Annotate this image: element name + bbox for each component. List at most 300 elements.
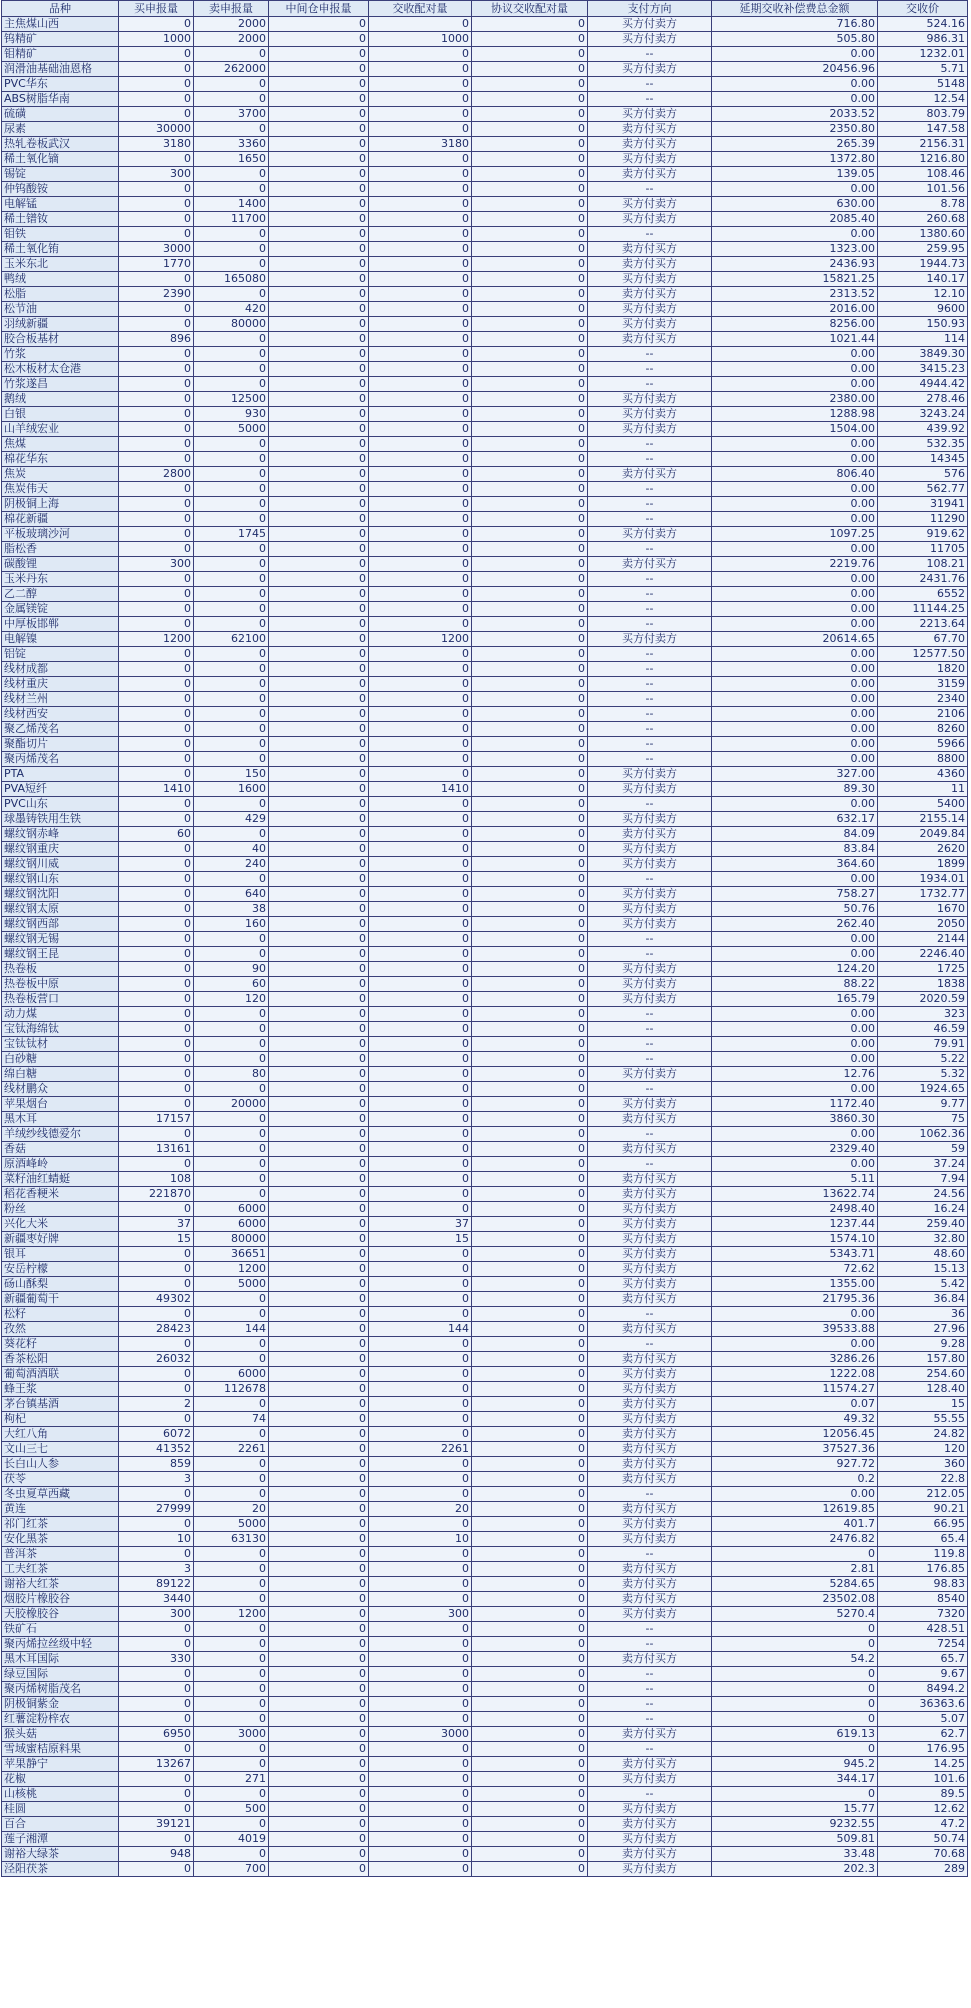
table-row — [2, 1787, 968, 1802]
cell-pay-direction: 卖方付买方 — [588, 332, 712, 347]
cell-price: 254.60 — [878, 1367, 968, 1382]
cell-middle-qty: 0 — [269, 902, 369, 917]
col-header-buy-qty: 买申报量 — [119, 1, 194, 17]
table-row — [2, 362, 968, 377]
cell-match-qty: 0 — [369, 1427, 472, 1442]
cell-compensation: 2.81 — [712, 1562, 878, 1577]
cell-middle-qty: 0 — [269, 227, 369, 242]
cell-sell-qty: 0 — [194, 1172, 269, 1187]
cell-match-qty: 0 — [369, 1757, 472, 1772]
cell-compensation: 0.00 — [712, 617, 878, 632]
table-row — [2, 1412, 968, 1427]
cell-match-qty: 0 — [369, 737, 472, 752]
cell-agreement-qty: 0 — [472, 1622, 588, 1637]
cell-match-qty: 0 — [369, 362, 472, 377]
cell-name: 葡萄酒酒联 — [2, 1367, 119, 1382]
cell-compensation: 0.00 — [712, 542, 878, 557]
cell-pay-direction: -- — [588, 872, 712, 887]
cell-pay-direction: 买方付卖方 — [588, 767, 712, 782]
cell-price: 11705 — [878, 542, 968, 557]
cell-name: 葵花籽 — [2, 1337, 119, 1352]
cell-name: 雪域蜜桔原料果 — [2, 1742, 119, 1757]
cell-agreement-qty: 0 — [472, 887, 588, 902]
cell-compensation: 0.00 — [712, 452, 878, 467]
cell-sell-qty: 700 — [194, 1862, 269, 1877]
cell-name: 热卷板中原 — [2, 977, 119, 992]
cell-price: 803.79 — [878, 107, 968, 122]
cell-compensation: 49.32 — [712, 1412, 878, 1427]
table-row — [2, 917, 968, 932]
cell-match-qty: 0 — [369, 1112, 472, 1127]
cell-pay-direction: 买方付卖方 — [588, 902, 712, 917]
cell-pay-direction: -- — [588, 1157, 712, 1172]
cell-pay-direction: -- — [588, 947, 712, 962]
cell-name: 热轧卷板武汉 — [2, 137, 119, 152]
cell-buy-qty: 0 — [119, 587, 194, 602]
cell-match-qty: 0 — [369, 1517, 472, 1532]
cell-name: 羽绒新疆 — [2, 317, 119, 332]
cell-compensation: 0.00 — [712, 707, 878, 722]
cell-compensation: 716.80 — [712, 17, 878, 32]
table-row — [2, 992, 968, 1007]
cell-buy-qty: 0 — [119, 392, 194, 407]
table-row — [2, 407, 968, 422]
cell-pay-direction: 卖方付买方 — [588, 1292, 712, 1307]
cell-match-qty: 0 — [369, 587, 472, 602]
cell-buy-qty: 0 — [119, 317, 194, 332]
cell-price: 1838 — [878, 977, 968, 992]
cell-sell-qty: 0 — [194, 1682, 269, 1697]
cell-sell-qty: 0 — [194, 347, 269, 362]
cell-name: 棉花华东 — [2, 452, 119, 467]
cell-middle-qty: 0 — [269, 1352, 369, 1367]
table-row — [2, 422, 968, 437]
cell-sell-qty: 160 — [194, 917, 269, 932]
cell-match-qty: 0 — [369, 542, 472, 557]
cell-sell-qty: 5000 — [194, 1517, 269, 1532]
cell-middle-qty: 0 — [269, 752, 369, 767]
cell-price: 5.71 — [878, 62, 968, 77]
cell-agreement-qty: 0 — [472, 1757, 588, 1772]
cell-buy-qty: 0 — [119, 812, 194, 827]
cell-middle-qty: 0 — [269, 167, 369, 182]
table-row — [2, 1277, 968, 1292]
cell-middle-qty: 0 — [269, 872, 369, 887]
cell-middle-qty: 0 — [269, 767, 369, 782]
table-row — [2, 77, 968, 92]
cell-compensation: 0.00 — [712, 737, 878, 752]
cell-middle-qty: 0 — [269, 917, 369, 932]
cell-sell-qty: 0 — [194, 77, 269, 92]
cell-price: 108.46 — [878, 167, 968, 182]
cell-match-qty: 0 — [369, 1772, 472, 1787]
cell-pay-direction: 卖方付买方 — [588, 1142, 712, 1157]
cell-name: 玉米丹东 — [2, 572, 119, 587]
cell-agreement-qty: 0 — [472, 1157, 588, 1172]
table-row — [2, 827, 968, 842]
cell-name: 润滑油基础油恩格 — [2, 62, 119, 77]
cell-middle-qty: 0 — [269, 1562, 369, 1577]
cell-buy-qty: 39121 — [119, 1817, 194, 1832]
cell-compensation: 0.00 — [712, 587, 878, 602]
cell-pay-direction: 卖方付买方 — [588, 257, 712, 272]
cell-name: 线材西安 — [2, 707, 119, 722]
cell-agreement-qty: 0 — [472, 347, 588, 362]
cell-name: 苹果静宁 — [2, 1757, 119, 1772]
cell-name: 新疆葡萄干 — [2, 1292, 119, 1307]
cell-buy-qty: 2390 — [119, 287, 194, 302]
cell-pay-direction: 买方付卖方 — [588, 1382, 712, 1397]
table-row — [2, 872, 968, 887]
cell-name: 枸杞 — [2, 1412, 119, 1427]
cell-name: 碳酸锂 — [2, 557, 119, 572]
cell-agreement-qty: 0 — [472, 707, 588, 722]
cell-compensation: 0.00 — [712, 1487, 878, 1502]
table-row — [2, 1052, 968, 1067]
cell-buy-qty: 0 — [119, 752, 194, 767]
cell-match-qty: 0 — [369, 1472, 472, 1487]
cell-match-qty: 0 — [369, 842, 472, 857]
cell-sell-qty: 0 — [194, 452, 269, 467]
table-row — [2, 977, 968, 992]
cell-buy-qty: 0 — [119, 1622, 194, 1637]
cell-sell-qty: 0 — [194, 1007, 269, 1022]
cell-match-qty: 15 — [369, 1232, 472, 1247]
cell-price: 98.83 — [878, 1577, 968, 1592]
cell-buy-qty: 0 — [119, 1412, 194, 1427]
cell-match-qty: 0 — [369, 932, 472, 947]
cell-middle-qty: 0 — [269, 257, 369, 272]
cell-price: 128.40 — [878, 1382, 968, 1397]
cell-price: 2144 — [878, 932, 968, 947]
cell-pay-direction: -- — [588, 452, 712, 467]
table-row — [2, 812, 968, 827]
cell-match-qty: 0 — [369, 812, 472, 827]
cell-price: 5.42 — [878, 1277, 968, 1292]
cell-middle-qty: 0 — [269, 1097, 369, 1112]
cell-name: 螺纹钢无锡 — [2, 932, 119, 947]
cell-sell-qty: 0 — [194, 1082, 269, 1097]
cell-compensation: 20614.65 — [712, 632, 878, 647]
cell-agreement-qty: 0 — [472, 1832, 588, 1847]
cell-agreement-qty: 0 — [472, 167, 588, 182]
table-row — [2, 287, 968, 302]
cell-buy-qty: 2800 — [119, 467, 194, 482]
table-row — [2, 602, 968, 617]
cell-pay-direction: 买方付卖方 — [588, 842, 712, 857]
cell-agreement-qty: 0 — [472, 1322, 588, 1337]
cell-pay-direction: 买方付卖方 — [588, 1607, 712, 1622]
cell-pay-direction: -- — [588, 1307, 712, 1322]
cell-price: 1934.01 — [878, 872, 968, 887]
cell-middle-qty: 0 — [269, 317, 369, 332]
cell-pay-direction: -- — [588, 1622, 712, 1637]
cell-match-qty: 0 — [369, 1562, 472, 1577]
table-row — [2, 1007, 968, 1022]
cell-price: 89.5 — [878, 1787, 968, 1802]
cell-sell-qty: 0 — [194, 692, 269, 707]
cell-name: 绿豆国际 — [2, 1667, 119, 1682]
cell-pay-direction: 卖方付买方 — [588, 1727, 712, 1742]
cell-price: 1820 — [878, 662, 968, 677]
cell-name: 平板玻璃沙河 — [2, 527, 119, 542]
table-row — [2, 257, 968, 272]
cell-buy-qty: 0 — [119, 197, 194, 212]
cell-price: 147.58 — [878, 122, 968, 137]
table-row — [2, 842, 968, 857]
cell-pay-direction: 卖方付买方 — [588, 557, 712, 572]
cell-buy-qty: 0 — [119, 407, 194, 422]
cell-match-qty: 0 — [369, 1457, 472, 1472]
cell-buy-qty: 0 — [119, 422, 194, 437]
cell-sell-qty: 40 — [194, 842, 269, 857]
cell-compensation: 1574.10 — [712, 1232, 878, 1247]
cell-name: 白银 — [2, 407, 119, 422]
cell-middle-qty: 0 — [269, 782, 369, 797]
cell-name: 螺纹钢沈阳 — [2, 887, 119, 902]
cell-match-qty: 0 — [369, 1052, 472, 1067]
cell-buy-qty: 0 — [119, 902, 194, 917]
delivery-table — [1, 0, 968, 1877]
table-row — [2, 347, 968, 362]
cell-compensation: 927.72 — [712, 1457, 878, 1472]
cell-agreement-qty: 0 — [472, 1022, 588, 1037]
cell-middle-qty: 0 — [269, 542, 369, 557]
cell-sell-qty: 0 — [194, 482, 269, 497]
cell-pay-direction: -- — [588, 542, 712, 557]
cell-name: 焦炭 — [2, 467, 119, 482]
cell-name: 胶合板基材 — [2, 332, 119, 347]
cell-match-qty: 0 — [369, 227, 472, 242]
cell-agreement-qty: 0 — [472, 1202, 588, 1217]
cell-agreement-qty: 0 — [472, 572, 588, 587]
cell-match-qty: 0 — [369, 872, 472, 887]
cell-match-qty: 0 — [369, 1202, 472, 1217]
cell-name: 泾阳茯茶 — [2, 1862, 119, 1877]
cell-sell-qty: 0 — [194, 242, 269, 257]
cell-agreement-qty: 0 — [472, 1712, 588, 1727]
table-row — [2, 1847, 968, 1862]
cell-name: 大红八角 — [2, 1427, 119, 1442]
cell-match-qty: 0 — [369, 1547, 472, 1562]
cell-buy-qty: 0 — [119, 1022, 194, 1037]
cell-sell-qty: 2261 — [194, 1442, 269, 1457]
cell-match-qty: 0 — [369, 1787, 472, 1802]
cell-agreement-qty: 0 — [472, 1382, 588, 1397]
cell-compensation: 3860.30 — [712, 1112, 878, 1127]
cell-middle-qty: 0 — [269, 1727, 369, 1742]
cell-compensation: 89.30 — [712, 782, 878, 797]
cell-name: 茅台镇基酒 — [2, 1397, 119, 1412]
cell-sell-qty: 0 — [194, 1652, 269, 1667]
cell-agreement-qty: 0 — [472, 1427, 588, 1442]
cell-middle-qty: 0 — [269, 1052, 369, 1067]
cell-name: ABS树脂华南 — [2, 92, 119, 107]
cell-compensation: 0 — [712, 1637, 878, 1652]
cell-pay-direction: 买方付卖方 — [588, 17, 712, 32]
cell-compensation: 124.20 — [712, 962, 878, 977]
cell-name: 孜然 — [2, 1322, 119, 1337]
cell-price: 9600 — [878, 302, 968, 317]
cell-sell-qty: 0 — [194, 47, 269, 62]
cell-name: PVC华东 — [2, 77, 119, 92]
cell-middle-qty: 0 — [269, 677, 369, 692]
cell-agreement-qty: 0 — [472, 797, 588, 812]
cell-pay-direction: 买方付卖方 — [588, 632, 712, 647]
cell-price: 1732.77 — [878, 887, 968, 902]
cell-match-qty: 0 — [369, 1577, 472, 1592]
cell-match-qty: 0 — [369, 482, 472, 497]
cell-agreement-qty: 0 — [472, 1247, 588, 1262]
cell-sell-qty: 6000 — [194, 1367, 269, 1382]
cell-sell-qty: 0 — [194, 1307, 269, 1322]
table-row — [2, 137, 968, 152]
cell-middle-qty: 0 — [269, 932, 369, 947]
cell-price: 8540 — [878, 1592, 968, 1607]
cell-middle-qty: 0 — [269, 707, 369, 722]
cell-compensation: 327.00 — [712, 767, 878, 782]
cell-buy-qty: 15 — [119, 1232, 194, 1247]
table-row — [2, 1772, 968, 1787]
cell-sell-qty: 0 — [194, 1052, 269, 1067]
cell-sell-qty: 0 — [194, 707, 269, 722]
cell-pay-direction: 买方付卖方 — [588, 1532, 712, 1547]
cell-agreement-qty: 0 — [472, 407, 588, 422]
cell-pay-direction: 买方付卖方 — [588, 392, 712, 407]
table-row — [2, 1802, 968, 1817]
cell-sell-qty: 38 — [194, 902, 269, 917]
cell-match-qty: 0 — [369, 62, 472, 77]
cell-pay-direction: 卖方付买方 — [588, 242, 712, 257]
cell-match-qty: 2261 — [369, 1442, 472, 1457]
cell-sell-qty: 0 — [194, 1712, 269, 1727]
cell-match-qty: 0 — [369, 1832, 472, 1847]
cell-name: 螺纹钢太原 — [2, 902, 119, 917]
cell-match-qty: 0 — [369, 1127, 472, 1142]
cell-buy-qty: 0 — [119, 437, 194, 452]
cell-price: 55.55 — [878, 1412, 968, 1427]
table-row — [2, 737, 968, 752]
table-row — [2, 1037, 968, 1052]
cell-middle-qty: 0 — [269, 212, 369, 227]
cell-sell-qty: 271 — [194, 1772, 269, 1787]
cell-match-qty: 0 — [369, 347, 472, 362]
cell-match-qty: 0 — [369, 1622, 472, 1637]
cell-agreement-qty: 0 — [472, 947, 588, 962]
cell-middle-qty: 0 — [269, 662, 369, 677]
cell-name: 鹅绒 — [2, 392, 119, 407]
cell-middle-qty: 0 — [269, 1322, 369, 1337]
cell-sell-qty: 165080 — [194, 272, 269, 287]
cell-name: 烟胶片橡胶谷 — [2, 1592, 119, 1607]
table-row — [2, 332, 968, 347]
cell-price: 1944.73 — [878, 257, 968, 272]
cell-name: 稀土镨钕 — [2, 212, 119, 227]
cell-buy-qty: 10 — [119, 1532, 194, 1547]
cell-agreement-qty: 0 — [472, 1142, 588, 1157]
cell-name: 山羊绒宏业 — [2, 422, 119, 437]
cell-match-qty: 0 — [369, 1292, 472, 1307]
table-row — [2, 1622, 968, 1637]
table-row — [2, 1427, 968, 1442]
cell-agreement-qty: 0 — [472, 1547, 588, 1562]
cell-name: 聚丙烯树脂茂名 — [2, 1682, 119, 1697]
cell-agreement-qty: 0 — [472, 332, 588, 347]
cell-match-qty: 0 — [369, 452, 472, 467]
cell-sell-qty: 0 — [194, 1457, 269, 1472]
cell-agreement-qty: 0 — [472, 722, 588, 737]
cell-match-qty: 0 — [369, 1307, 472, 1322]
cell-match-qty: 0 — [369, 1187, 472, 1202]
cell-match-qty: 0 — [369, 1712, 472, 1727]
cell-agreement-qty: 0 — [472, 272, 588, 287]
cell-sell-qty: 60 — [194, 977, 269, 992]
cell-middle-qty: 0 — [269, 1457, 369, 1472]
table-row — [2, 1562, 968, 1577]
cell-middle-qty: 0 — [269, 1652, 369, 1667]
table-row — [2, 1247, 968, 1262]
cell-pay-direction: -- — [588, 752, 712, 767]
cell-buy-qty: 221870 — [119, 1187, 194, 1202]
cell-sell-qty: 62100 — [194, 632, 269, 647]
cell-sell-qty: 0 — [194, 512, 269, 527]
cell-buy-qty: 2 — [119, 1397, 194, 1412]
cell-pay-direction: 买方付卖方 — [588, 1097, 712, 1112]
cell-pay-direction: -- — [588, 707, 712, 722]
cell-name: 稀土氧化铕 — [2, 242, 119, 257]
cell-pay-direction: -- — [588, 1697, 712, 1712]
cell-middle-qty: 0 — [269, 827, 369, 842]
cell-price: 12.10 — [878, 287, 968, 302]
cell-match-qty: 0 — [369, 1247, 472, 1262]
cell-pay-direction: 买方付卖方 — [588, 527, 712, 542]
cell-match-qty: 0 — [369, 1742, 472, 1757]
cell-name: 尿素 — [2, 122, 119, 137]
cell-name: 松节油 — [2, 302, 119, 317]
table-row — [2, 1397, 968, 1412]
cell-buy-qty: 0 — [119, 182, 194, 197]
cell-price: 360 — [878, 1457, 968, 1472]
cell-compensation: 11574.27 — [712, 1382, 878, 1397]
cell-match-qty: 0 — [369, 1037, 472, 1052]
cell-name: PVA短纤 — [2, 782, 119, 797]
cell-pay-direction: 卖方付买方 — [588, 1577, 712, 1592]
cell-name: 电解镍 — [2, 632, 119, 647]
cell-price: 119.8 — [878, 1547, 968, 1562]
table-row — [2, 392, 968, 407]
table-row — [2, 1022, 968, 1037]
cell-match-qty: 0 — [369, 1862, 472, 1877]
cell-match-qty: 0 — [369, 1022, 472, 1037]
cell-price: 8800 — [878, 752, 968, 767]
cell-pay-direction: 买方付卖方 — [588, 212, 712, 227]
cell-buy-qty: 30000 — [119, 122, 194, 137]
cell-middle-qty: 0 — [269, 617, 369, 632]
cell-match-qty: 0 — [369, 167, 472, 182]
cell-buy-qty: 0 — [119, 1127, 194, 1142]
cell-pay-direction: 卖方付买方 — [588, 1352, 712, 1367]
cell-pay-direction: -- — [588, 347, 712, 362]
cell-price: 24.56 — [878, 1187, 968, 1202]
cell-buy-qty: 37 — [119, 1217, 194, 1232]
cell-pay-direction: -- — [588, 1547, 712, 1562]
cell-buy-qty: 0 — [119, 362, 194, 377]
cell-agreement-qty: 0 — [472, 392, 588, 407]
cell-buy-qty: 3440 — [119, 1592, 194, 1607]
cell-sell-qty: 0 — [194, 752, 269, 767]
cell-middle-qty: 0 — [269, 62, 369, 77]
cell-agreement-qty: 0 — [472, 1562, 588, 1577]
